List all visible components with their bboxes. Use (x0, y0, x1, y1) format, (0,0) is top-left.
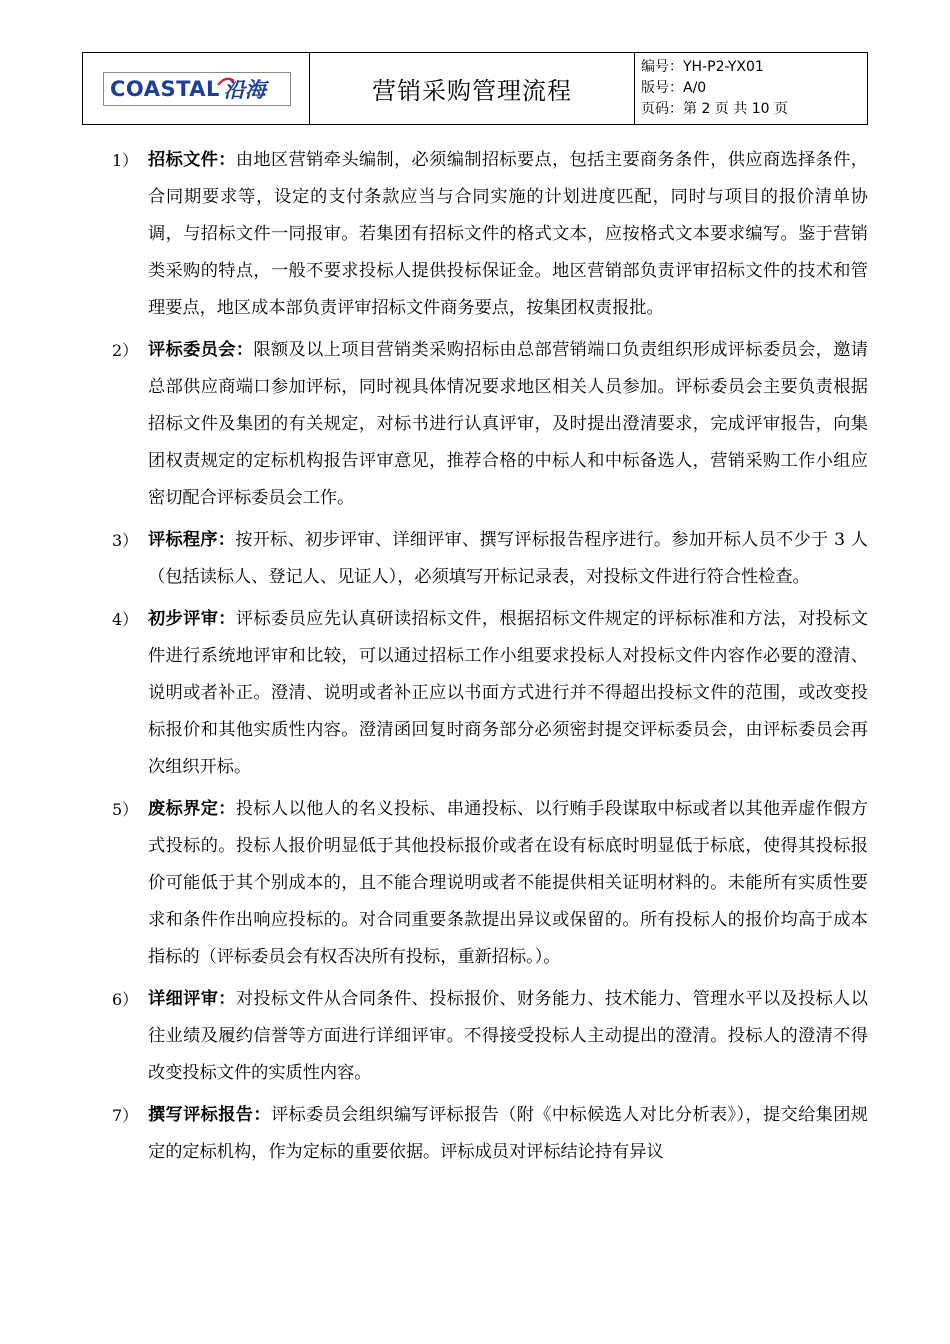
document-body (82, 142, 868, 1176)
item-paragraph (148, 791, 868, 976)
item-paragraph (148, 601, 868, 786)
list-item (82, 791, 868, 976)
item-paragraph (148, 522, 868, 596)
logo-text-en: COASTAL (110, 77, 220, 101)
document-title: 营销采购管理流程 (372, 77, 572, 105)
logo-swoosh-icon (217, 77, 235, 87)
item-number: 4） (112, 610, 139, 629)
company-logo (103, 72, 291, 106)
item-title: 招标文件： (148, 150, 236, 170)
document-header (82, 52, 868, 125)
item-paragraph (148, 1097, 868, 1171)
item-title: 撰写评标报告： (148, 1105, 271, 1125)
item-number: 7） (112, 1106, 139, 1125)
item-number: 5） (112, 800, 139, 819)
item-paragraph (148, 332, 868, 517)
list-item (82, 332, 868, 517)
logo-text-cn: 沿海 (223, 78, 266, 102)
item-number: 6） (112, 990, 139, 1009)
list-item (82, 142, 868, 327)
list-item (82, 601, 868, 786)
item-number: 1） (112, 151, 139, 170)
meta-cell (635, 53, 867, 124)
title-cell (310, 53, 635, 124)
item-title: 详细评审： (148, 989, 236, 1009)
item-body: 限额及以上项目营销类采购招标由总部营销端口负责组织形成评标委员会，邀请总部供应商端口参加评标，同时视具体情况要求地区相关人员参加。评标委员会主要负责根据招标文件及集团的有关规定，对标书进行认真评审，及时提出澄清要求，完成评审报告，向集团权责规定的定标机构报告评审意见，推荐合格的中标人和中标备选人，营销采购工作小组应密切配合评标委员会工作。 (148, 340, 868, 508)
item-title: 评标委员会： (148, 340, 254, 360)
item-title: 废标界定： (148, 799, 236, 819)
document-code: 编号：YH-P2-YX01 (641, 59, 764, 75)
item-paragraph (148, 142, 868, 327)
item-paragraph (148, 981, 868, 1092)
item-body: 评标委员会组织编写评标报告（附《中标候选人对比分析表》），提交给集团规定的定标机构，作为定标的重要依据。评标成员对评标结论持有异议 (148, 1105, 868, 1162)
list-item (82, 522, 868, 596)
list-item (82, 981, 868, 1092)
page-number: 页码：第 2 页 共 10 页 (641, 101, 788, 117)
item-body: 评标委员应先认真研读招标文件，根据招标文件规定的评标标准和方法，对投标文件进行系统地评审和比较，可以通过招标工作小组要求投标人对投标文件内容作必要的澄清、说明或者补正。澄清、说明或者补正应以书面方式进行并不得超出投标文件的范围，或改变投标报价和其他实质性内容。澄清函回复时商务部分必须密封提交评标委员会，由评标委员会再次组织开标。 (148, 609, 868, 777)
list-item (82, 1097, 868, 1171)
item-title: 评标程序： (148, 530, 236, 550)
item-body: 对投标文件从合同条件、投标报价、财务能力、技术能力、管理水平以及投标人以往业绩及履约信誉等方面进行详细评审。不得接受投标人主动提出的澄清。投标人的澄清不得改变投标文件的实质性内容。 (148, 989, 868, 1083)
document-version: 版号：A/0 (641, 80, 707, 96)
item-number: 3） (112, 531, 139, 550)
logo-cell (83, 53, 310, 124)
item-body: 按开标、初步评审、详细评审、撰写评标报告程序进行。参加开标人员不少于 3 人（包括读标人、登记人、见证人），必须填写开标记录表，对投标文件进行符合性检查。 (148, 530, 868, 587)
item-body: 由地区营销牵头编制，必须编制招标要点，包括主要商务条件，供应商选择条件，合同期要求等，设定的支付条款应当与合同实施的计划进度匹配，同时与项目的报价清单协调，与招标文件一同报审。若集团有招标文件的格式文本，应按格式文本要求编写。鉴于营销类采购的特点，一般不要求投标人提供投标保证金。地区营销部负责评审招标文件的技术和管理要点，地区成本部负责评审招标文件商务要点，按集团权责报批。 (148, 150, 868, 318)
item-number: 2） (112, 341, 139, 360)
item-title: 初步评审： (148, 609, 236, 629)
item-body: 投标人以他人的名义投标、串通投标、以行贿手段谋取中标或者以其他弄虚作假方式投标的。投标人报价明显低于其他投标报价或者在设有标底时明显低于标底，使得其投标报价可能低于其个别成本的，且不能合理说明或者不能提供相关证明材料的。未能所有实质性要求和条件作出响应投标的。对合同重要条款提出异议或保留的。所有投标人的报价均高于成本指标的（评标委员会有权否决所有投标，重新招标。）。 (148, 799, 868, 967)
